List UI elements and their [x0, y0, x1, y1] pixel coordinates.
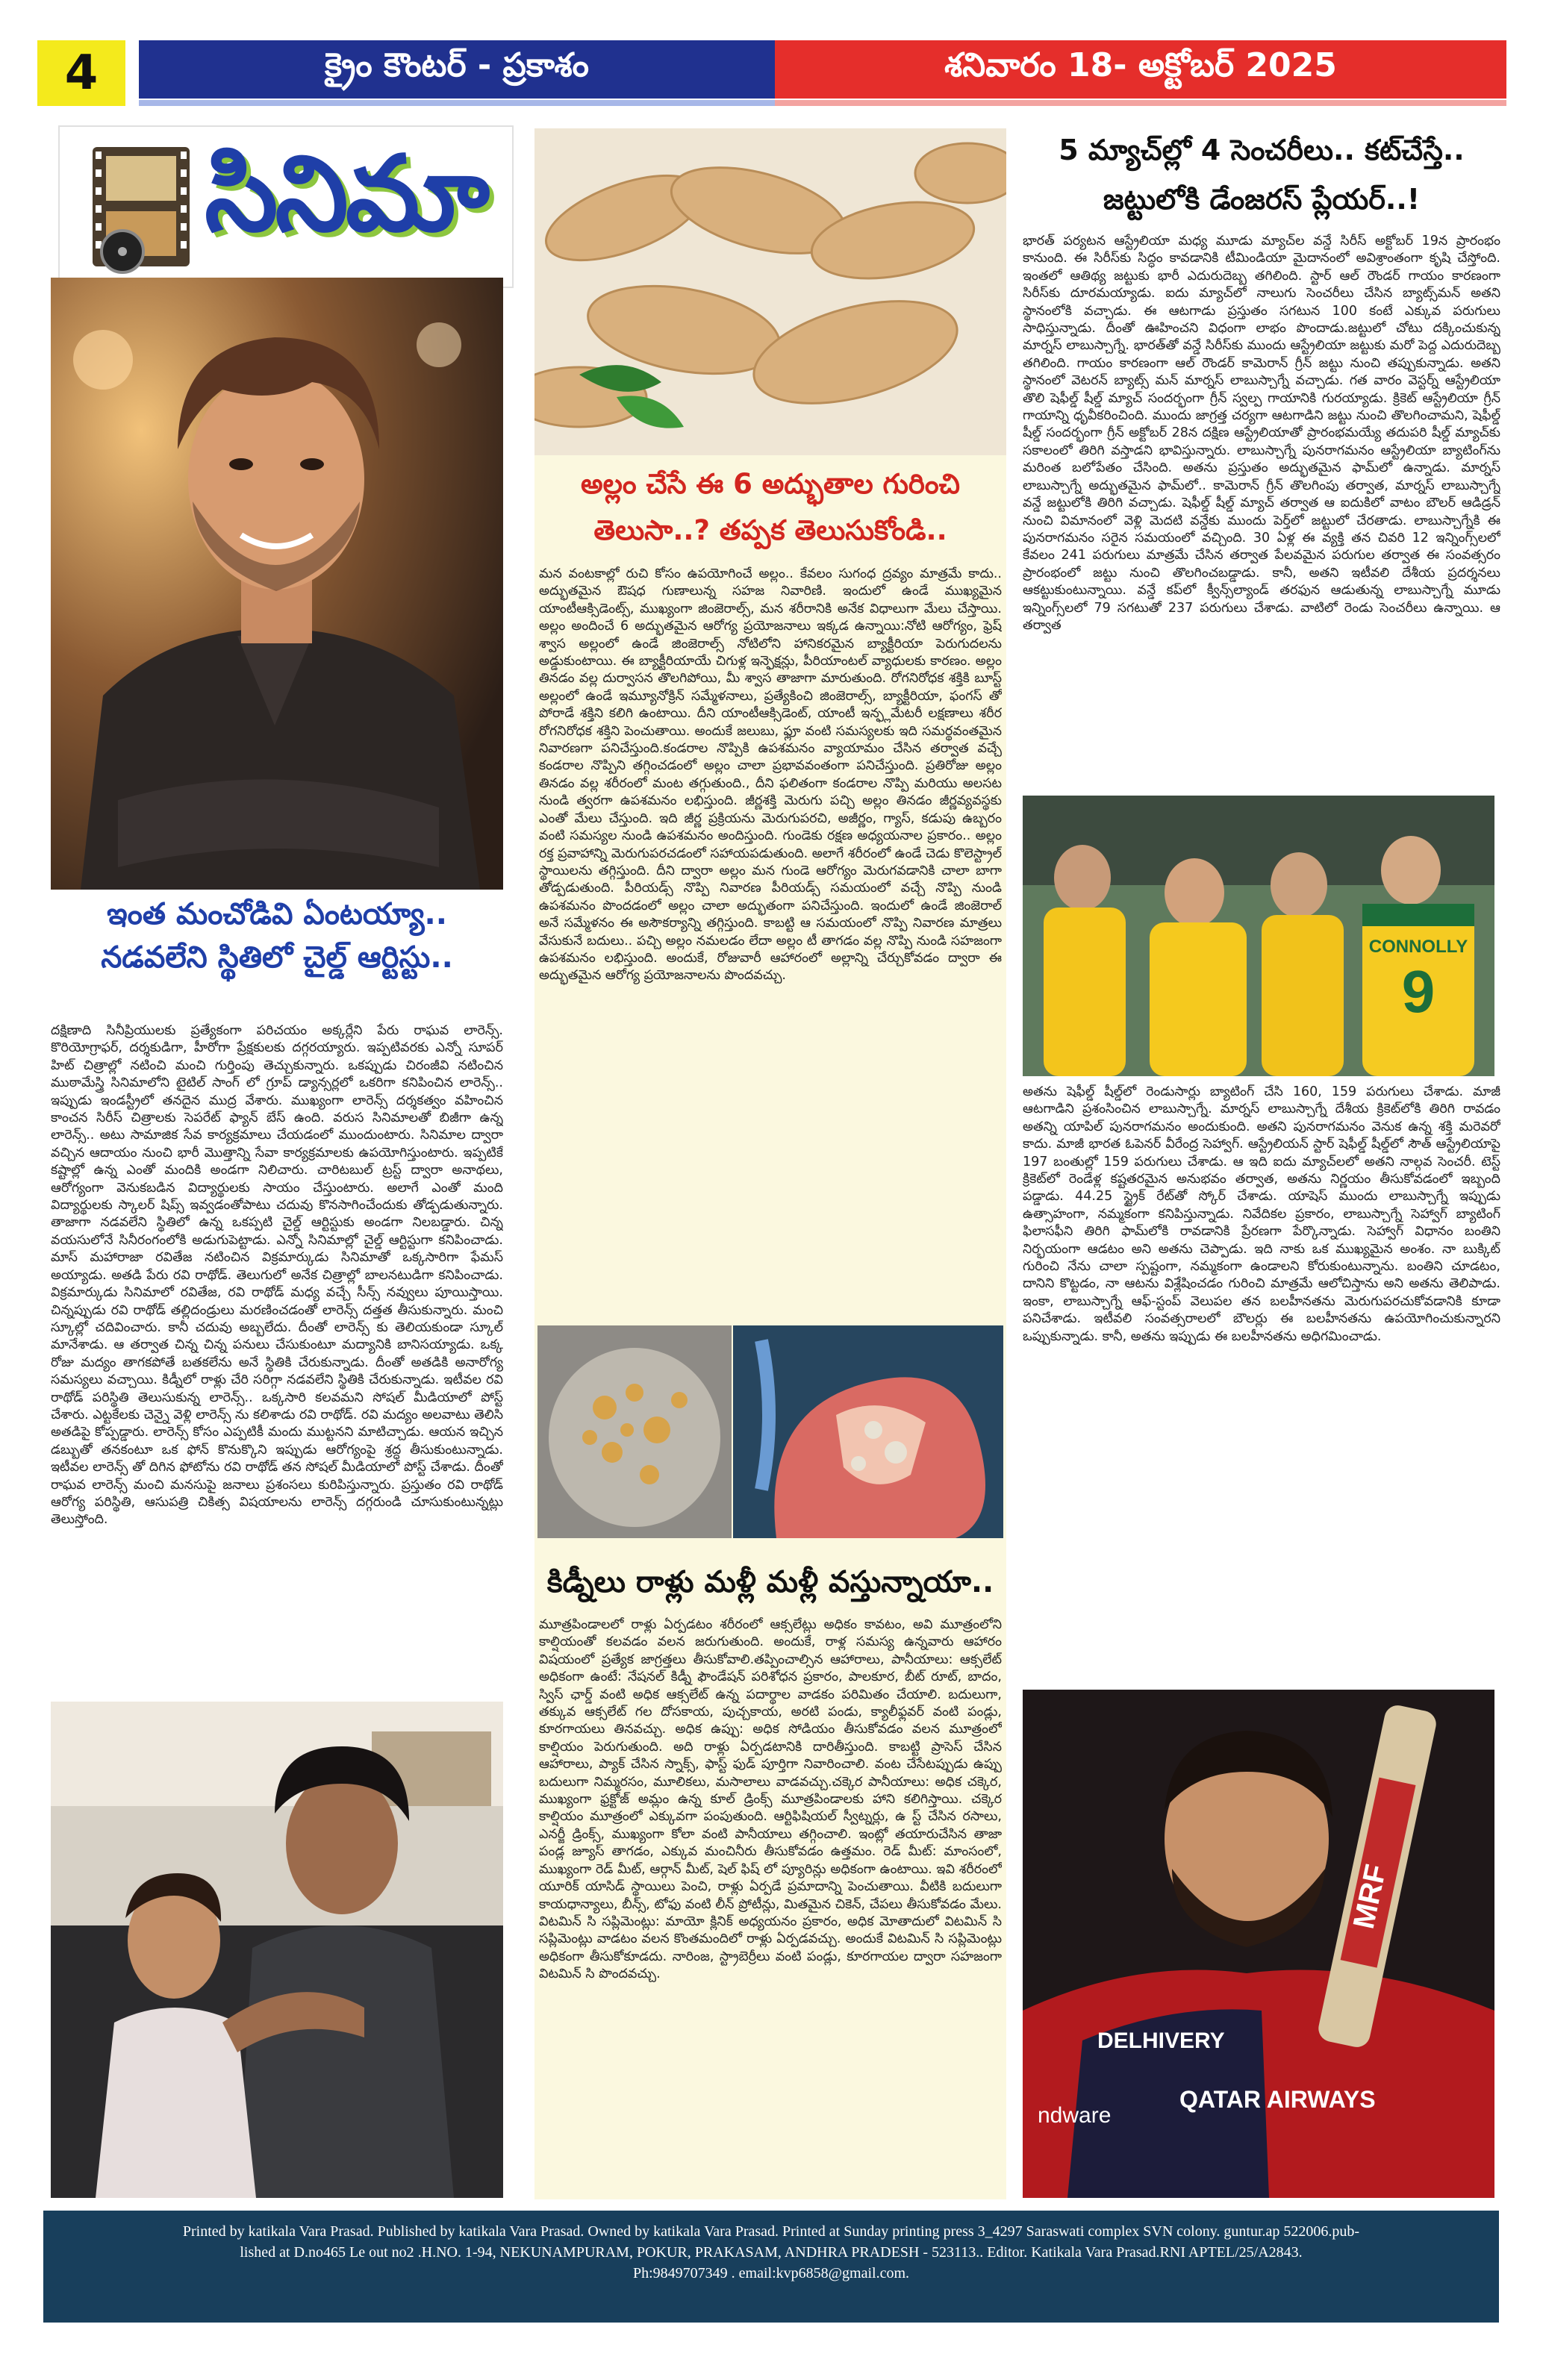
cinema-article-body — [51, 1022, 503, 1694]
cricket-article-body-part2 — [1023, 1084, 1500, 1681]
bat-brand-text: MRF — [1347, 1861, 1393, 1932]
kohli-jersey-text: DELHIVERY — [1097, 2028, 1225, 2053]
date-banner — [775, 40, 1506, 106]
ginger-article-body — [539, 566, 1002, 1319]
cricket-article-text-2: అతను షెఫీల్డ్ షీల్డ్‌లో రెండుసార్లు బ్యాటింగ్ చేసి 160, 159 పరుగులు చేశాడు. మాజీ ఆటగాడిని ప్రశంసించిన లాబుస్చాగ్నే. మార్నస్ లాబుస్చాగ్నే దేశీయ క్రికెట్‌లోకి తిరిగి రావడం అతన్ని యాపిల్ పునరాగమనం అందుకుంది. అతని పునరాగమనం వెనుక ఉన్న శక్తి మరెవరో కాదు. మాజీ భారత ఓపెనర్ వీరేంద్ర సెహ్వాగ్. ఆస్ట్రేలియన్ స్టార్ షెఫీల్డ్ షీల్డ్‌లో సౌత్ ఆస్ట్రేలియాపై 197 బంతుల్లో 159 పరుగులు చేశాడు. ఆ ఇది ఐదు మ్యాచ్‌లలో అతని నాల్గవ సెంచరీ. టెస్ట్ క్రికెట్‌లో రెండేళ్ల కష్టతరమైన అనుభవం తర్వాత, అతను నిర్ణయం తీసుకోవడంలో ఇబ్బంది పడ్డాడు. 44.25 స్ట్రైక్ రేట్‌తో స్కోర్ చేశాడు. యాషెస్ ముందు లాబుస్చాగ్నే ఇప్పుడు ఉత్సాహంగా, నమ్మకంగా కనిపిస్తున్నాడు. నివేదికల ప్రకారం, లాబుస్చాగ్నే సెహ్వాగ్ బ్యాటింగ్ ఫిలాసఫీని తిరిగి ఫామ్‌లోకి రావడానికి ప్రేరణగా పేర్కొన్నాడు. సెహ్వాగ్ విధానం బంతిని నిర్భయంగా ఆడటం అని అతను చెప్పాడు. ఇది నాకు ఒక ముఖ్యమైన అంశం. నా బుక్కిట్ గురించి నేను చాలా స్పష్టంగా, నమ్మకంగా ఉండాలని కోరుకుంటున్నాను. బంతిని చూడటం, దానిని కొట్టడం, నా ఆటను విశ్లేషించడం గురించి మాత్రమే ఆలోచిస్తాను అని అతను తెలిపాడు. ఇంకా, లాబుస్చాగ్నే ఆఫ్-స్టంప్ వెలుపల తన బలహీనతను మెరుగుపరచుకోవడానికి కూడా పనిచేశాడు. ఇటీవలి సంవత్సరాలలో బౌలర్లు ఈ బలహీనతను ఉపయోగించుకున్నారని ఒప్పుకున్నాడు. కానీ, అతను ఇప్పుడు ఈ బలహీనతను అధిగమించాడు. — [1023, 1084, 1500, 1344]
section-underline — [139, 100, 775, 106]
cinema-article-text: దక్షిణాది సినీప్రియులకు ప్రత్యేకంగా పరిచయం అక్కర్లేని పేరు రాఘవ లారెన్స్. కొరియోగ్రాఫర్, దర్శకుడిగా, హీరోగా ప్రేక్షకులకు దగ్గరయ్యారు. ఇప్పటివరకు ఎన్నో సూపర్ హిట్ చిత్రాల్లో నటించి మంచి గుర్తింపు తెచ్చుకున్నారు. ఒకప్పుడు చిరంజీవి నటించిన ముఠామేస్త్రి సినిమాలోని టైటిల్ సాంగ్ లో గ్రూప్ డ్యాన్సర్లలో ఒకరిగా కనిపించిన లారెన్స్.. ఇప్పుడు ఇండస్ట్రీలో తనదైన ముద్ర వేశారు. ముఖ్యంగా లారెన్స్ దర్శకత్వం వహించిన కాంచన సిరీస్ చిత్రాలకు సెపరేట్ ఫ్యాన్ బేస్ ఉంది. వరుస సినిమాలతో బిజీగా ఉన్న లారెన్స్.. అటు సామాజిక సేవ కార్యక్రమాలు చేయడంలో ముందుంటారు. సినిమాల ద్వారా వచ్చిన ఆదాయం నుంచి భారీ మొత్తాన్ని సేవా కార్యక్రమాలకు ఉపయోగిస్తుంటారు. ఇప్పటికే కష్టాల్లో ఉన్న ఎంతో మందికి అండగా నిలిచారు. చారిటబుల్ ట్రస్ట్ ద్వారా అనాథలు, ఆరోగ్యంగా వెనుకబడిన విద్యార్థులకు సాయం చేస్తుంటారు. అలాగే ఎంతో మంది విద్యార్థులకు స్కాలర్ షిప్స్ ఇవ్వడంతోపాటు చదువు కొనసాగించేందుకు తోడ్పడుతున్నారు. తాజాగా నడవలేని స్థితిలో ఉన్న ఒకప్పటి చైల్డ్ ఆర్టిస్టుకు అండగా నిలబడ్డారు. చిన్న వయసులోనే సినీరంగంలోకి అడుగుపెట్టాడు. ఎన్నో సినిమాల్లో చైల్డ్ ఆర్టిస్టుగా కనిపించాడు. మాస్ మహారాజా రవితేజ నటించిన విక్రమార్కుడు సినిమాతో ఒక్కసారిగా ఫేమస్ అయ్యాడు. అతడి పేరు రవి రాథోడ్. తెలుగులో అనేక చిత్రాల్లో బాలనటుడిగా కనిపించాడు. విక్రమార్కుడు సినిమాలో రవితేజ, రవి రాథోడ్ మధ్య వచ్చే సీన్స్ నవ్వులు పూయిస్తాయి. చిన్నప్పుడు రవి రాథోడ్ తల్లిదండ్రులు మరణించడంతో లారెన్స్ దత్తత తీసుకున్నారు. మంచి స్కూల్లో చదివించారు. కానీ చదువు అబ్బలేదు. దీంతో లారెన్స్ కు తెలియకుండా స్కూల్ మానేశాడు. ఆ తర్వాత చిన్న చిన్న పనులు చేసుకుంటూ మద్యానికి బానిసయ్యాడు. ఒక్క రోజు మద్యం తాగకపోతే బతకలేను అనే స్థితికి చేరుకున్నాడు. దీంతో అతడికి అనారోగ్య సమస్యలు వచ్చాయి. కిడ్నీలో రాళ్లు చేరి సరిగ్గా నడవలేని స్థితికి చేరుకున్నాడు. ఇటీవల రవి రాథోడ్ పరిస్థితి తెలుసుకున్న లారెన్స్.. ఒక్కసారి కలవమని సోషల్ మీడియాలో పోస్ట్ చేశారు. ఎట్టకేలకు చెన్నై వెళ్లి లారెన్స్ ను కలిశాడు రవి రాథోడ్. రవి మద్యం అలవాటు తెలిసి అతడిపై కోప్పడ్డారు. లారెన్స్ కోసం ఎప్పటికీ మందు ముట్టనని మాటిచ్చాడు. ఆయన ఇచ్చిన డబ్బుతో తనకంటూ ఒక ఫోన్ కొనుక్కొని ఇప్పుడు ఆరోగ్యంపై శ్రద్ధ తీసుకుంటున్నాడు. ఇటీవల లారెన్స్ తో దిగిన ఫోటోను రవి రాథోడ్ తన సోషల్ మీడియాలో పోస్ట్ చేశాడు. దీంతో రాఘవ లారెన్స్ మంచి మనసుపై జనాలు ప్రశంసలు కురిపిస్తున్నారు. ప్రస్తుతం రవి రాథోడ్ ఆరోగ్య పరిస్థితి, ఆసుపత్రి చికిత్స విషయాలను లారెన్స్ దగ్గరుండి చూసుకుంటున్నట్లు తెలుస్తోంది. — [51, 1023, 503, 1528]
cricket-article-body-part1 — [1023, 233, 1500, 787]
date-underline — [775, 100, 1506, 106]
film-reel-icon — [85, 140, 197, 274]
cinema-title: సినిమా — [205, 133, 487, 255]
imprint-footer — [43, 2211, 1499, 2323]
kidney-stones-illustration — [537, 1325, 1003, 1538]
australia-team-celebration-photo — [1023, 796, 1494, 1076]
masthead — [37, 40, 1506, 106]
section-title: క్రైం కౌంటర్ - ప్రకాశం — [139, 40, 775, 99]
cricket-headline-line2: జట్టులోకి డేంజరస్ ప్లేయర్..! — [1103, 183, 1421, 216]
cricket-headline — [1023, 125, 1500, 224]
cricket-article-text-1: భారత్ పర్యటన ఆస్ట్రేలియా మధ్య మూడు మ్యాచ్‌ల వన్డే సిరీస్ అక్టోబర్ 19న ప్రారంభం కానుంది. ఈ సిరీస్‌కు సిద్ధం కావడానికి టీమిండియా మైదానంలో అవిశ్రాంతంగా కృషి చేస్తోంది. ఇంతలో ఆతిథ్య జట్టుకు భారీ ఎదురుదెబ్బ తగిలింది. స్టార్ ఆల్ రౌండర్ గాయం కారణంగా సిరీస్‌కు దూరమయ్యాడు. ఐదు మ్యాచ్‌లో నాలుగు సెంచరీలు చేసిన బ్యాట్స్‌మన్ అతని స్థానంలోకి వచ్చాడు. ఈ ఆటగాడు ప్రస్తుతం సగటున 100 కంటే ఎక్కువ పరుగులు సాధిస్తున్నాడు. దీంతో ఊహించని విధంగా లాభం పొందాడు.జట్టులో చోటు దక్కించుకున్న మార్నస్ లాబుస్చాగ్నే. భారత్‌తో వన్డే సిరీస్‌కు ముందు ఆస్ట్రేలియా జట్టుకు మరో పెద్ద ఎదురుదెబ్బ తగిలింది. గాయం కారణంగా ఆల్ రౌండర్ కామెరాన్ గ్రీన్ జట్టు నుంచి తప్పుకున్నాడు. అతని స్థానంలో వెటరన్ బ్యాట్స్ మన్ మార్నస్ లాబుస్చాగ్నే వచ్చాడు. గత వారం వెస్టర్న్ ఆస్ట్రేలియా తొలి షెఫీల్డ్ షీల్డ్ మ్యాచ్ సందర్భంగా గ్రీన్ స్వల్ప గాయానికి గురయ్యాడు. క్రికెట్ ఆస్ట్రేలియా గ్రీన్ గాయాన్ని ధృవీకరించింది. ముందు జాగ్రత్త చర్యగా ఆటగాడిని జట్టు నుంచి తొలగించామని, షెఫీల్డ్ షీల్డ్ సందర్భంగా గ్రీన్ అక్టోబర్ 28న దక్షిణ ఆస్ట్రేలియాతో ప్రారంభమయ్యే తదుపరి షీల్డ్ మ్యాచ్‌కు సకాలంలో తిరిగి వస్తాడని భావిస్తున్నారు. లాబుస్చాగ్నే పునరాగమనం ఆస్ట్రేలియా బ్యాటింగ్‌ను మరింత బలోపేతం చేసింది. అతను ప్రస్తుతం అద్భుతమైన ఫామ్‌లో ఉన్నాడు. మార్నస్ లాబుస్చాగ్నే అద్భుతమైన ఫామ్‌లో.. కామెరాన్ గ్రీన్ తొలగింపు తర్వాత, మార్నస్ లాబుస్చాగ్నే వన్డే జట్టులోకి తిరిగి వచ్చాడు. షెఫీల్డ్ షీల్డ్ మ్యాచ్ తర్వాత ఆ ఐదుకిలో వాటం బౌలర్ ఆడిడ్రన్ నుంచి విమానంలో వెళ్లి మెదటి వన్డేకు ముందు పెర్త్‌లో జట్టులో చేరతాడు. లాబుస్చాగ్నేకి ఈ పునరాగమనం సరైన సమయంలో వచ్చింది. 30 ఏళ్ల ఈ వ్యక్తి తన చివరి 12 ఇన్నింగ్స్‌లలో కేవలం 241 పరుగులు మాత్రమే చేసిన తర్వాత పేలవమైన పరుగుల తర్వాత ఈ సంవత్సరం ప్రారంభంలో జట్టు నుంచి తొలగించబడ్డాడు. కానీ, అతని ఇటీవలి దేశీయ ప్రదర్శనలు ఆకట్టుకుంటున్నాయి. వన్డే కప్‌లో క్వీన్స్‌ల్యాండ్ తరఫున ఆడుతున్న లాబుస్చాగ్నే మూడు ఇన్నింగ్స్‌లలో 79 సగటుతో 237 పరుగులు చేశాడు. వాటిలో రెండు సెంచరీలు ఉన్నాయి. ఆ తర్వాత — [1023, 234, 1500, 633]
cinema-section-banner — [58, 125, 514, 288]
jersey-name: CONNOLLY — [1368, 937, 1468, 957]
ginger-headline — [534, 461, 1006, 554]
imprint-line-2: lished at D.no465 Le out no2 .H.NO. 1-94, NEKUNAMPURAM, POKUR, PRAKASAM, ANDHRA PRADESH - 523113.. Editor. Katikala Vara Prasad.RNI APTEL/25/A2843. — [240, 2244, 1303, 2261]
ginger-headline-line2: తెలుసా..? తప్పక తెలుసుకోండి.. — [593, 514, 947, 546]
cinema-headline — [51, 893, 503, 979]
kohli-sleeve-text: ndware — [1038, 2103, 1112, 2128]
cricket-headline-line1: 5 మ్యాచ్‌ల్లో 4 సెంచరీలు.. కట్‌చేస్తే.. — [1059, 134, 1465, 166]
actor-portrait-photo — [51, 278, 503, 890]
kidney-article-body — [539, 1617, 1002, 2184]
ginger-article-text: మన వంటకాల్లో రుచి కోసం ఉపయోగించే అల్లం.. కేవలం సుగంధ ద్రవ్యం మాత్రమే కాదు.. అద్భుతమైన ఔషధ గుణాలున్న సహజ నివారిణి. ఇందులో ఉండే ముఖ్యమైన యాంటీఆక్సిడెంట్స్, ముఖ్యంగా జింజెరాల్స్, మన శరీరానికి అనేక విధాలుగా మేలు చేస్తాయి. అల్లం అందించే 6 అద్భుతమైన ఆరోగ్య ప్రయోజనాలు ఇక్కడ ఉన్నాయి:నోటి ఆరోగ్యం, ఫ్రెష్ శ్వాస అల్లంలో ఉండే జింజెరాల్స్ నోటిలోని హానికరమైన బ్యాక్టీరియా పెరుగుదలను అడ్డుకుంటాయి. ఈ బ్యాక్టీరియాయే చిగుళ్ల ఇన్ఫెక్షన్లు, పీరియాంటల్ వ్యాధులకు కారణం. అల్లం తినడం వల్ల దుర్వాసన తొలగిపోయి, మీ శ్వాస తాజాగా మారుతుంది. రోగనిరోధక శక్తికి బూస్ట్ అల్లంలో ఉండే ఇమ్యూనోక్రిన్ సమ్మేళనాలు, ప్రత్యేకించి జింజెరాల్స్, బ్యాక్టీరియా, ఫంగస్ తో పోరాడే శక్తిని కలిగి ఉంటాయి. దీని యాంటీఆక్సిడెంట్, యాంటీ ఇన్ఫ్లమేటరీ లక్షణాలు శరీర రోగనిరోధక శక్తిని పెంచుతాయి. అందుకే జలుబు, ఫ్లూ వంటి సమస్యలకు ఇది సమర్థవంతమైన నివారణగా పనిచేస్తుంది.కండరాల నొప్పికి ఉపశమనం వ్యాయామం చేసిన తర్వాత వచ్చే కండరాల నొప్పిని తగ్గించడంలో అల్లం చాలా ప్రభావవంతంగా పనిచేస్తుంది. ప్రతిరోజు అల్లం తినడం వల్ల శరీరంలో మంట తగ్గుతుంది., దీని ఫలితంగా కండరాల నొప్పి మరియు అలసట నుండి త్వరగా ఉపశమనం లభిస్తుంది. జీర్ణశక్తి మెరుగు పచ్చి అల్లం తినడం జీర్ణవ్యవస్థకు ఎంతో మేలు చేస్తుంది. ఇది జీర్ణ ప్రక్రియను మెరుగుపరచి, అజీర్ణం, గ్యాస్, కడుపు ఉబ్బరం వంటి సమస్యల నుండి ఉపశమనం అందిస్తుంది. గుండెకు రక్షణ అధ్యయనాల ప్రకారం.. అల్లం రక్త ప్రవాహాన్ని మెరుగుపరచడంలో సహాయపడుతుంది. అలాగే శరీరంలో ఉండే చెడు కొలెస్ట్రాల్ స్థాయిలను తగ్గిస్తుంది. దీని ద్వారా అల్లం మన గుండె ఆరోగ్యం మెరుగవడానికి చాలా బాగా తోడ్పడుతుంది. పీరియడ్స్ నొప్పి నివారణ పీరియడ్స్ సమయంలో వచ్చే నొప్పి నుండి ఉపశమనం పొందడంలో అల్లం చాలా అద్భుతంగా పనిచేస్తుంది. ఇందులో ఉండే జింజెరాల్ అనే సమ్మేళనం ఈ అసౌకర్యాన్ని తగ్గిస్తుంది. కాబట్టి ఆ సమయంలో నొప్పి నివారణ మాత్రలు వేసుకునే బదులు.. పచ్చి అల్లం నమలడం లేదా అల్లం టీ తాగడం వల్ల నొప్పి నుండి సహజంగా ఉపశమనం లభిస్తుంది. అందుకే, రోజువారీ ఆహారంలో అల్లాన్ని చేర్చుకోవడం ద్వారా ఈ అద్భుతమైన ఆరోగ్య ప్రయోజనాలను పొందవచ్చు. — [539, 566, 1002, 984]
cinema-headline-line2: నడవలేని స్థితిలో చైల్డ్ ఆర్టిస్టు.. — [101, 940, 453, 975]
imprint-contact: Ph:9849707349 . email:kvp6858@gmail.com. — [632, 2265, 910, 2281]
cinema-headline-line1: ఇంత మంచోడివి ఏంటయ్యా.. — [107, 897, 447, 931]
ginger-root-photo — [534, 128, 1006, 455]
section-banner — [125, 40, 775, 106]
virat-kohli-photo — [1023, 1690, 1494, 2198]
kidney-headline: కిడ్నీలు రాళ్లు మళ్లీ మళ్లీ వస్తున్నాయా.. — [546, 1565, 994, 1599]
jersey-number: 9 — [1401, 958, 1436, 1025]
kidney-article-text: మూత్రపిండాలలో రాళ్లు ఏర్పడటం శరీరంలో ఆక్సలేట్లు అధికం కావటం, అవి మూత్రంలోని కాల్షియంతో కలవడం వలన జరుగుతుంది. అందుకే, రాళ్ల సమస్య ఉన్నవారు ఆహారం విషయంలో ప్రత్యేక జాగ్రత్తలు తీసుకోవాలి.తప్పించాల్సిన ఆహారాలు, పానీయాలు: ఆక్సలేట్ అధికంగా ఉంటే: నేషనల్ కిడ్నీ ఫౌండేషన్ పరిశోధన ప్రకారం, పాలకూర, బీట్ రూట్, బాదం, స్విస్ ఛార్డ్ వంటి అధిక ఆక్సలేట్ ఉన్న పదార్థాల వాడకం పరిమితం చేయాలి. బదులుగా, తక్కువ ఆక్సలేట్ గల దోసకాయ, పుచ్చకాయ, అరటి పండు, క్యాలీఫ్లవర్ వంటి పండ్లు, కూరగాయలు తినవచ్చు. అధిక ఉప్పు: అధిక సోడియం తీసుకోవడం వలన మూత్రంలో కాల్షియం పెరుగుతుంది. అది రాళ్లు ఏర్పడటానికి దారితీస్తుంది. కాబట్టి ప్రాసెస్ చేసిన ఆహారాలు, ప్యాక్ చేసిన స్నాక్స్, ఫాస్ట్ ఫుడ్ పూర్తిగా నివారించాలి. వంట చేసేటప్పుడు ఉప్పు బదులుగా నిమ్మరసం, మూలికలు, మసాలాలు వాడవచ్చు.చక్కెర పానీయాలు: అధిక చక్కెర, ముఖ్యంగా ఫ్రక్టోజ్ అమ్లం ఉన్న కూల్ డ్రింక్స్ మూత్రపిండాలకు హాని కలిగిస్తాయి. చక్కెర కాల్షియం మూత్రంలో ఎక్కువగా పంపుతుంది. ఆర్టిఫిషియల్ స్వీట్నర్లు, ఉ స్ట్ చేసిన రసాలు, ఎనర్జీ డ్రింక్స్, ముఖ్యంగా కోలా వంటి పానీయాలు తగ్గించాలి. ఇంట్లో తయారుచేసిన తాజా పండ్ల జ్యూస్ తాగడం, ఎక్కువ మంచినీరు తీసుకోవడం ఉత్తమం. రెడ్ మీట్: మాంసంలో, ముఖ్యంగా రెడ్ మీట్, ఆర్గాన్ మీట్, షెల్ ఫిష్ లో ప్యూరిన్లు అధికంగా ఉంటాయి. ఇవి శరీరంలో యూరిక్ యాసిడ్ స్థాయిలు పెంచి, రాళ్లు ఏర్పడే ప్రమాదాన్ని పెంచుతాయి. వీటికి బదులుగా కాయధాన్యాలు, బీన్స్, టోఫు వంటి లీన్ ప్రోటీన్లు, మితమైన చికెన్, చేపలు తీసుకోవడం మేలు. విటమిన్ సి సప్లిమెంట్లు: మాయో క్లినిక్ అధ్యయనం ప్రకారం, అధిక మోతాదులో విటమిన్ సి సప్లిమెంట్లు వాడటం వలన కొంతమందిలో రాళ్లు ఏర్పడవచ్చు. అందుకే విటమిన్ సి సప్లిమెంట్లు అధికంగా తీసుకోకూడదు. నారింజ, స్ట్రాబెర్రీలు వంటి పండ్లు, కూరగాయల ద్వారా సహజంగా విటమిన్ సి పొందవచ్చు. — [539, 1617, 1002, 1982]
issue-date: శనివారం 18- అక్టోబర్ 2025 — [775, 40, 1506, 99]
ginger-headline-line1: అల్లం చేసే ఈ 6 అద్భుతాల గురించి — [581, 468, 960, 500]
kohli-sponsor-text: QATAR AIRWAYS — [1179, 2086, 1376, 2113]
lawrence-with-child-artist-photo — [51, 1702, 503, 2198]
imprint-line-1: Printed by katikala Vara Prasad. Published by katikala Vara Prasad. Owned by katikala Vara Prasad. Printed at Sunday printing press 3_4297 Saraswati complex SVN colony. guntur.ap 522006.pub- — [182, 2223, 1360, 2240]
page-number: 4 — [37, 40, 125, 106]
